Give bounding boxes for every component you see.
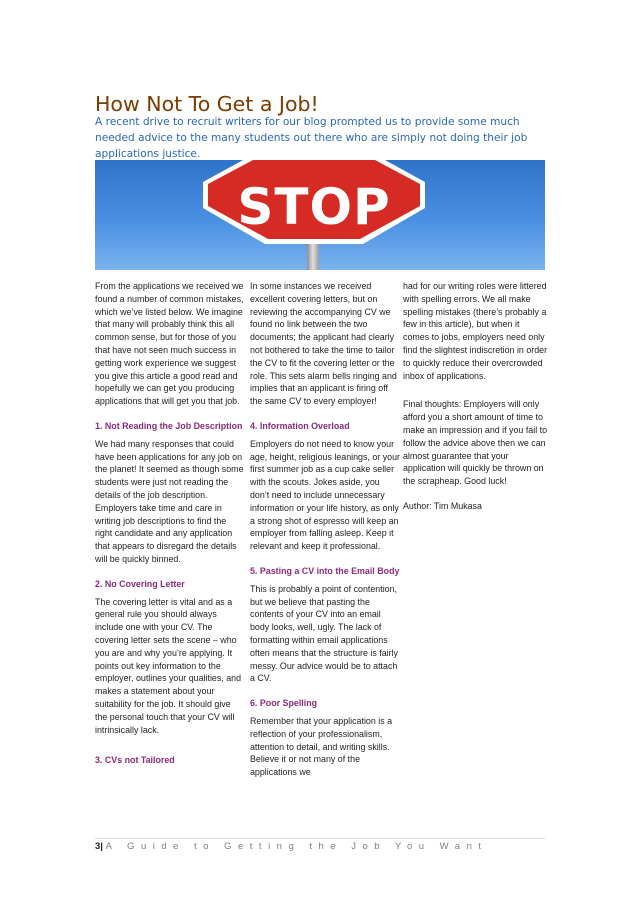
footer-divider (95, 838, 545, 839)
page-number: 3 (95, 841, 101, 852)
paragraph-cvs-not-tailored: In some instances we received excellent covering letters, but on reviewing the accompanying CV we found no link between the two documents; the applicant had clearly not bothered to take the time to tailor the CV to fit the covering letter or the role. This sets alarm bells ringing and implies that an applicant is firing off the same CV to every employer! (250, 281, 397, 407)
heading-poor-spelling: 6. Poor Spelling (250, 698, 318, 709)
heading-pasting-cv: 5. Pasting a CV into the Email Body (250, 565, 400, 576)
intro-text: A recent drive to recruit writers for our blog prompted us to provide some much needed advice to the many students out there who are simply not doing their job applications justice. (95, 116, 528, 160)
page-footer (95, 841, 488, 852)
paragraph-final-thoughts: Final thoughts: Employers will only afford you a short amount of time to make an impression and if you fail to follow the advice above then we can almost guarantee that your application will quickly be thrown on the scrapheap. Good luck! (403, 399, 548, 487)
author-line: Author: Tim Mukasa (403, 500, 482, 511)
guide-title: A Guide to Getting the Job You Want (105, 841, 488, 852)
heading-information-overload: 4. Information Overload (250, 420, 350, 431)
paragraph-pasting-cv: This is probably a point of contention, but we believe that pasting the contents of your CV into an email body looks, well, ugly. The lack of formatting within email applications often means that the structure is fairly messy. Our advice would be to attach a CV. (250, 583, 398, 684)
stop-sign-text: STOP (237, 178, 391, 236)
paragraph-spelling-continued: had for our writing roles were littered with spelling errors. We all make spelling mistakes (there’s probably a few in this article), but when it comes to jobs, employers need only find the slightest indiscretion in order to quickly reduce their overcrowded inbox of applications. (403, 281, 548, 381)
heading-no-covering-letter: 2. No Covering Letter (95, 578, 185, 589)
column-2 (250, 280, 400, 791)
paragraph-poor-spelling: Remember that your application is a reflection of your professionalism, attention to detail, and writing skills. Believe it or not many of the applications we (250, 715, 393, 778)
paragraph-not-reading: We had many responses that could have been applications for any job on the planet! It seemed as though some students were just not reading the details of the job description. Employers take time and care in writing job descriptions to find the right candidate and any application that appears to disregard the details will be quickly binned. (95, 438, 244, 564)
column-1 (95, 280, 245, 772)
heading-not-reading: 1. Not Reading the Job Description (95, 420, 243, 431)
paragraph-intro: From the applications we received we found a number of common mistakes, which we’ve listed below. We imagine that many will probably think this all common sense, but for those of you that have not seen much success in getting work experience we suggest you give this article a good read and hopefully we can get you producing applications that will get you that job. (95, 281, 244, 407)
stop-sign-graphic (95, 160, 545, 270)
paragraph-no-covering-letter: The covering letter is vital and as a general rule you should always include one with your CV. The covering letter sets the scene – who you are and why you’re applying. It points out key information to the employer, outlines your qualities, and makes a statement about your suitability for the job. It should give the personal touch that your CV will intrinsically lack. (95, 596, 242, 735)
heading-cvs-not-tailored: 3. CVs not Tailored (95, 755, 175, 766)
page-title: How Not To Get a Job! (95, 91, 319, 116)
column-3 (403, 280, 548, 525)
footer-separator: | (100, 841, 103, 852)
stop-sign-image (95, 160, 545, 270)
paragraph-information-overload: Employers do not need to know your age, height, religious leanings, or your first summer job as a cup cake seller with the scouts. Jokes aside, you don’t need to include unnecessary information or your life history, as only a strong shot of espresso will keep an employer from falling asleep. Keep it relevant and keep it professional. (250, 438, 400, 552)
